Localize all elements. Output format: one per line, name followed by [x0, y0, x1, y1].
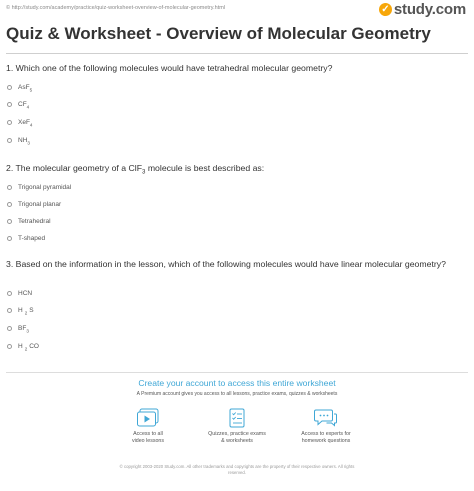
page-title: Quiz & Worksheet - Overview of Molecular Geometry [6, 24, 431, 43]
page-url: © http://study.com/academy/practice/quiz-worksheet-overview-of-molecular-geometry.html [6, 5, 226, 11]
question-1-option-2[interactable] [7, 101, 29, 108]
option-label: $NH_3$ [18, 137, 30, 146]
option-label: XeF$_4$ [18, 119, 33, 128]
quiz-checklist-icon [225, 408, 249, 428]
option-label: H $_2$ CO [18, 343, 39, 352]
radio-button[interactable] [7, 344, 12, 349]
radio-button[interactable] [7, 202, 12, 207]
option-label: AsF$_5$ [18, 84, 33, 93]
question-1: 1. Which one of the following molecules would have tetrahedral molecular geometry? [6, 63, 333, 73]
question-3-option-2[interactable] [7, 307, 34, 314]
radio-button[interactable] [7, 138, 12, 143]
study-logo[interactable] [379, 1, 466, 18]
question-2-option-2[interactable] [7, 201, 61, 208]
feature-label: Access to experts for homework questions [301, 431, 351, 444]
title-divider [6, 53, 468, 54]
option-label: Trigonal pyramidal [18, 184, 72, 191]
video-play-icon [136, 408, 160, 428]
radio-button[interactable] [7, 236, 12, 241]
question-2-option-3[interactable] [7, 218, 51, 225]
expert-chat-icon [314, 408, 338, 428]
radio-button[interactable] [7, 291, 12, 296]
question-3-option-3[interactable] [7, 325, 29, 332]
question-1-option-3[interactable] [7, 119, 32, 126]
option-label: $CF_4$ [18, 101, 30, 110]
radio-button[interactable] [7, 120, 12, 125]
feature-experts [271, 408, 381, 444]
question-3: 3. Based on the information in the lesson, which of the following molecules would have linear molecular geometry? [6, 259, 446, 269]
radio-button[interactable] [7, 185, 12, 190]
question-3-option-1[interactable] [7, 290, 32, 297]
radio-button[interactable] [7, 308, 12, 313]
logo-circle-icon: ✓ [379, 3, 392, 16]
question-1-option-1[interactable] [7, 84, 32, 91]
logo-text: study.com [393, 1, 466, 18]
cta-divider [6, 372, 468, 373]
question-2: 2. The molecular geometry of a ClF$_3$ molecule is best described as: [6, 163, 265, 176]
cta-subtitle: A Premium account gives you access to all lessons, practice exams, quizzes & worksheets [136, 391, 338, 397]
option-label: HCN [18, 290, 33, 297]
feature-label: Quizzes, practice exams & worksheets [208, 431, 266, 444]
question-2-option-1[interactable] [7, 184, 71, 191]
question-1-option-4[interactable] [7, 137, 30, 144]
radio-button[interactable] [7, 326, 12, 331]
question-2-option-4[interactable] [7, 235, 45, 242]
option-label: $BF_3$ [18, 325, 29, 334]
radio-button[interactable] [7, 102, 12, 107]
question-3-option-4[interactable] [7, 343, 39, 350]
option-label: Tetrahedral [18, 218, 51, 225]
copyright-notice: © copyright 2003-2020 Study.com. All other trademarks and copyrights are the property of their respective owners. All rights reserved. [119, 464, 355, 475]
cta-title[interactable]: Create your account to access this entire worksheet [138, 378, 336, 388]
option-label: Trigonal planar [18, 201, 62, 208]
option-label: T-shaped [18, 235, 46, 242]
option-label: H $_2$ S [18, 307, 34, 316]
radio-button[interactable] [7, 85, 12, 90]
radio-button[interactable] [7, 219, 12, 224]
feature-label: Access to all video lessons [131, 431, 165, 444]
